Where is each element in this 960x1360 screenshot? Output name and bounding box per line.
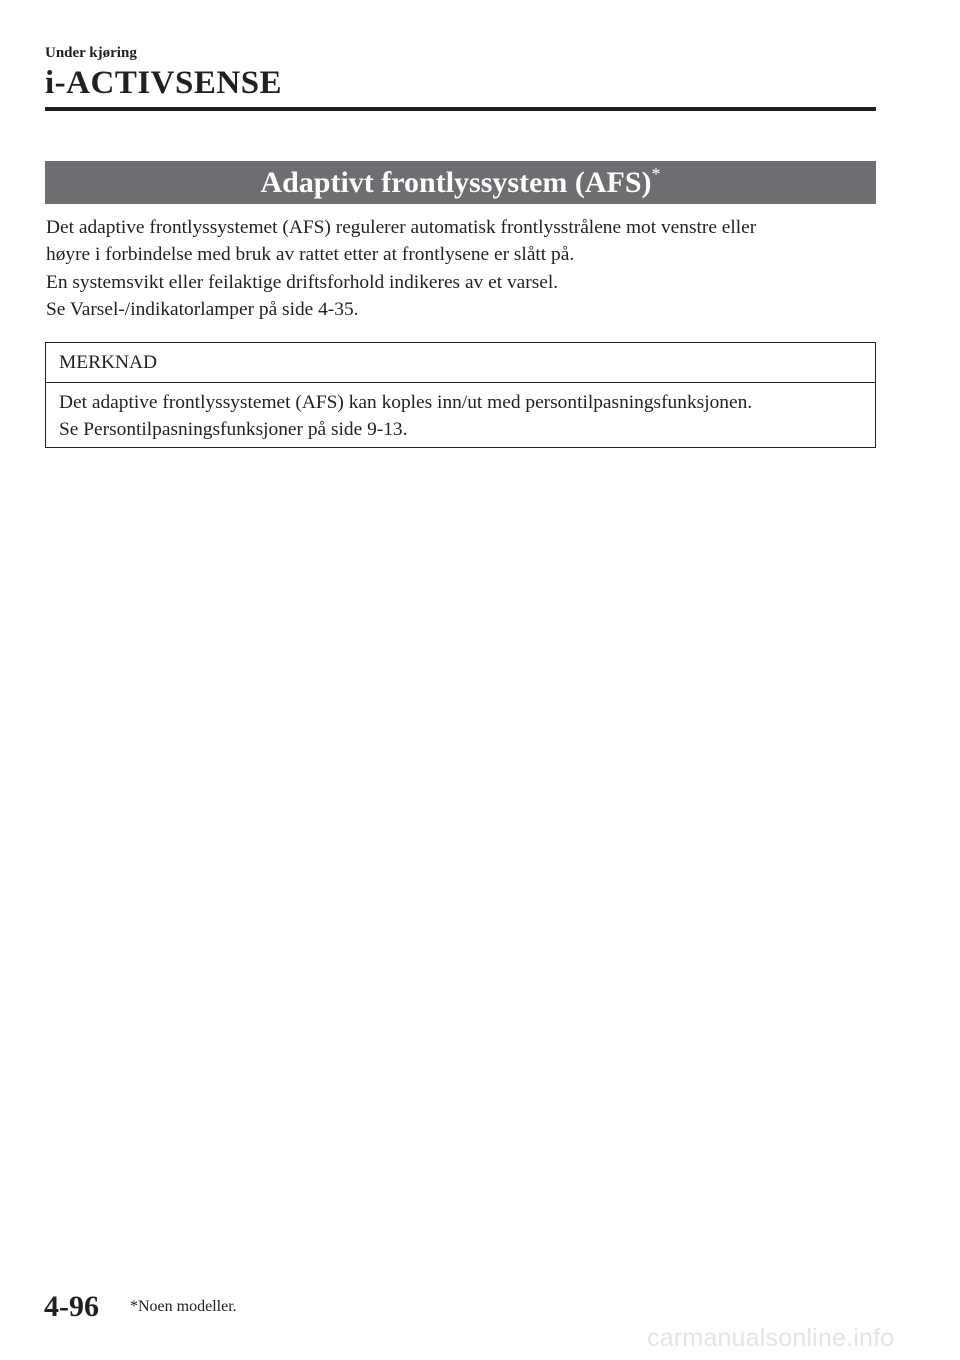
body-paragraph <box>46 214 876 323</box>
header-divider <box>45 107 876 111</box>
topic-asterisk: * <box>651 164 661 184</box>
watermark: carmanualsonline.info <box>647 1324 895 1352</box>
page-number: 4-96 <box>44 1290 99 1323</box>
note-box <box>45 342 876 448</box>
note-body <box>46 383 875 444</box>
section-title: i-ACTIVSENSE <box>45 65 283 101</box>
footnote: *Noen modeller. <box>130 1298 237 1315</box>
topic-title: Adaptivt frontlyssystem (AFS) <box>260 166 652 199</box>
body-line: Det adaptive frontlyssystemet (AFS) regulerer automatisk frontlysstrålene mot venstre eller <box>46 217 757 238</box>
note-line: Det adaptive frontlyssystemet (AFS) kan koples inn/ut med persontilpasningsfunksjonen. <box>59 392 753 413</box>
body-line: En systemsvikt eller feilaktige driftsforhold indikeres av et varsel. <box>46 271 559 293</box>
page-header <box>45 44 876 102</box>
note-line: Se Persontilpasningsfunksjoner på side 9-13. <box>59 419 408 441</box>
topic-banner <box>45 161 876 204</box>
body-line: høyre i forbindelse med bruk av rattet etter at frontlysene er slått på. <box>46 244 575 266</box>
note-heading: MERKNAD <box>46 343 875 383</box>
chapter-label: Under kjøring <box>45 45 137 61</box>
body-line: Se Varsel-/indikatorlamper på side 4-35. <box>46 298 359 320</box>
